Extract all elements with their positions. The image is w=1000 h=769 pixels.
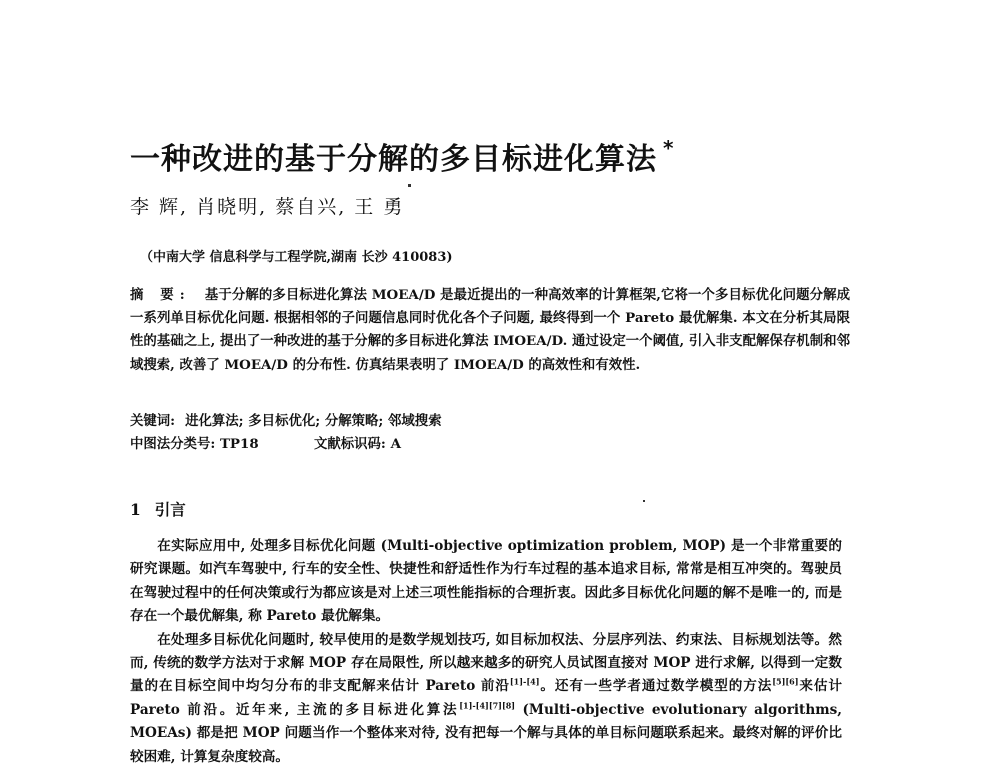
scan-speck [643,500,645,502]
classification-line [130,433,401,452]
title-text: 一种改进的基于分解的多目标进化算法 [130,142,657,177]
section-heading [130,498,186,520]
paragraph: 在实际应用中, 处理多目标优化问题 (Multi-objective optimization problem, MOP) 是一个非常重要的研究课题。如汽车驾驶中, 行车的安全性、快捷性和舒适性作为行车过程的基本追求目标, 常常是相互冲突的。驾驶员在驾驶过程中的任何决策或行为都应该是对上述三项性能指标的合理折衷。因此多目标优化问题的解不是唯一的, 而是存在一个最优解集, 称 Pareto 最优解集。 [130,538,842,625]
citation: [5][6] [772,676,799,687]
scan-speck [408,184,411,187]
title-footnote-mark: * [663,136,675,160]
affiliation: （中南大学 信息科学与工程学院,湖南 长沙 410083) [140,250,453,265]
paragraph-text: 。还有一些学者通过数学模型的方法 [539,678,773,695]
section-title: 引言 [154,500,186,519]
abstract-text: 基于分解的多目标进化算法 MOEA/D 是最近提出的一种高效率的计算框架,它将一个多目标优化问题分解成一系列单目标优化问题. 根据相邻的子问题信息同时优化各个子问题, 最终得到一个 Pareto 最优解集. 本文在分析其局限性的基础之上, 提出了一种改进的基于分解的多目标进化算法 IMOEA/D. 通过设定一个阈值, 引入非支配解保存机制和邻域搜索, 改善了 MOEA/D 的分布性. 仿真结果表明了 IMOEA/D 的高效性和有效性. [130,287,850,373]
paragraph-text: 在处理多目标优化问题时, 较早使用的是数学规划技巧, 如目标加权法、分层序列法、约束法、目标规划法等。然而, 传统的数学方法对于求解 MOP 存在局限性, 所以越来越多的研究人员试图直接对 MOP 进行求解, 以得到一定数量的在目标空间中均匀分布的非支配解来估计 Pareto 前沿 [130,631,842,695]
paragraph-text: 来估计 Pareto 前沿。近年来, 主流的多目标进化算法 [130,678,843,718]
doc-code-label: 文献标识码: [313,436,386,452]
clc-label: 中图法分类号: [130,436,216,452]
paper-title [130,134,690,178]
author-list: 李 辉, 肖晓明, 蔡自兴, 王 勇 [130,196,405,218]
doc-code-value: A [390,436,401,452]
keywords-label: 关键词: [130,413,176,429]
citation: [1]-[4] [509,676,540,687]
clc-value: TP18 [219,436,259,452]
paragraph-text: (Multi-objective evolutionary algorithms, MOEAs) 都是把 MOP 问题当作一个整体来对待, 没有把每一个解与具体的单目标问题联系起来。最终对解的评价比较困难, 计算复杂度较高。 [130,701,842,765]
section-number: 1 [130,500,141,519]
section-body [130,535,842,769]
keywords-text: 进化算法; 多目标优化; 分解策略; 邻域搜索 [185,413,442,429]
citation: [1]-[4][7][8] [459,700,516,711]
abstract [130,284,850,377]
keywords [130,410,442,429]
abstract-label: 摘 要: [130,287,191,303]
paragraph [130,629,842,769]
